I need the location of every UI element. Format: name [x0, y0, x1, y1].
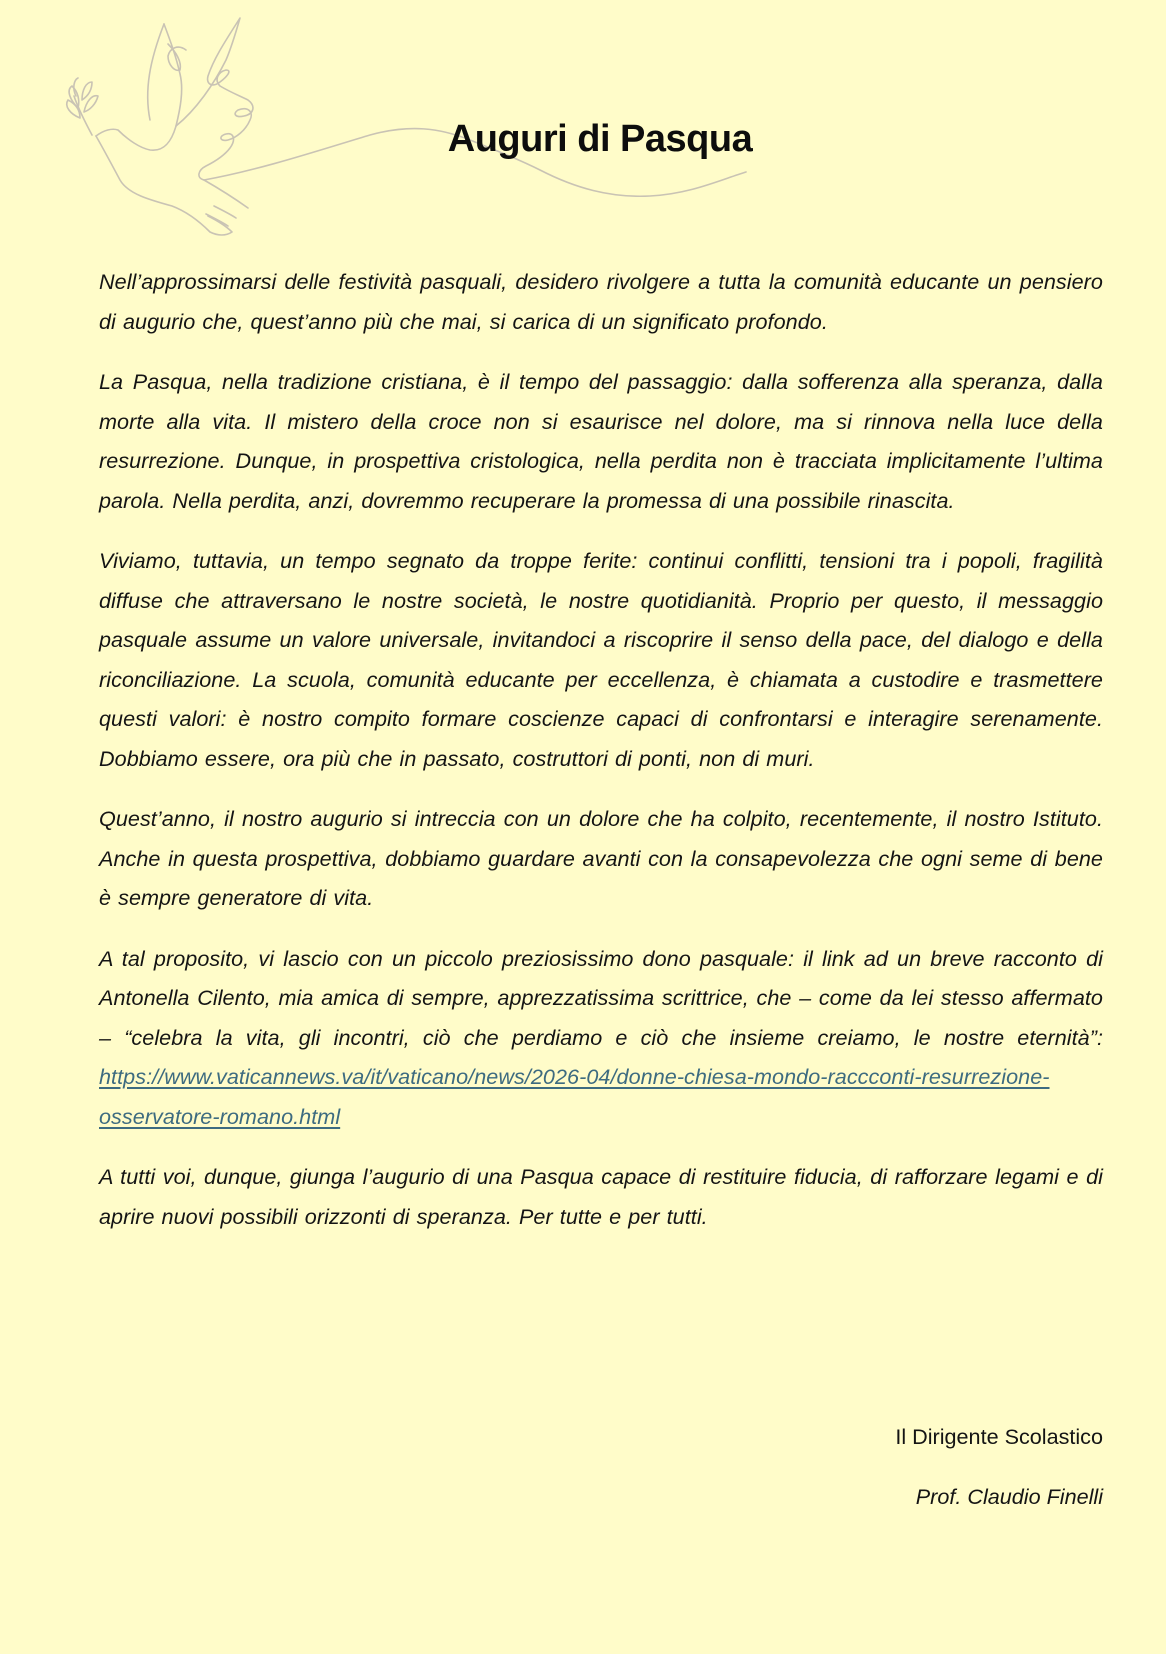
paragraph-gift-text: A tal proposito, vi lascio con un piccolo preziosissimo dono pasquale: il link ad un breve racconto di Antonella Cilento, mia amica di sempre, apprezzatissima scrittrice, che – come da lei stesso affermato – “celebra la vita, gli incontri, ciò che perdiamo e ciò che insieme creiamo, le nostre eternità”:: [99, 945, 1103, 1050]
olive-leaf: [82, 82, 92, 100]
signature-name: Prof. Claudio Finelli: [915, 1484, 1103, 1509]
olive-leaf: [69, 86, 79, 108]
story-link[interactable]: https://www.vaticannews.va/it/vaticano/news/2026-04/donne-chiesa-mondo-raccconti-resurrezione-osservatore-romano.html: [99, 1064, 1050, 1129]
olive-branch-stroke: [74, 96, 92, 135]
paragraph-easter-meaning: La Pasqua, nella tradizione cristiana, è il tempo del passaggio: dalla sofferenza alla speranza, dalla morte alla vita. Il mistero della croce non si esaurisce nel dolore, ma si rinnova nella luce della resurrezione. Dunque, in prospettiva cristologica, nella perdita non è tracciata implicitamente l’ultima parola. Nella perdita, anzi, dovremmo recuperare la promessa di una possibile rinascita.: [99, 369, 1103, 513]
signature-role: Il Dirigente Scolastico: [895, 1424, 1103, 1449]
olive-leaf: [84, 96, 98, 112]
paragraph-wounded-times: Viviamo, tuttavia, un tempo segnato da troppe ferite: continui conflitti, tensioni tra i popoli, fragilità diffuse che attraversano le nostre società, le nostre quotidianità. Proprio per questo, il messaggio pasquale assume un valore universale, invitandoci a riscoprire il senso della pace, del dialogo e della riconciliazione. La scuola, comunità educante per eccellenza, è chiamata a custodire e trasmettere questi valori: è nostro compito formare coscienze capaci di confrontarsi e interagire serenamente. Dobbiamo essere, ora più che in passato, costruttori di ponti, non di muri.: [99, 548, 1103, 771]
olive-leaf: [67, 100, 80, 118]
paragraph-institute-grief: Quest’anno, il nostro augurio si intreccia con un dolore che ha colpito, recentemente, il nostro Istituto. Anche in questa prospettiva, dobbiamo guardare avanti con la consapevolezza che ogni seme di bene è sempre generatore di vita.: [99, 806, 1103, 910]
dove-tail-stroke: [204, 180, 248, 226]
paragraph-closing-wish: A tutti voi, dunque, giunga l’augurio di una Pasqua capace di restituire fiducia, di rafforzare legami e di aprire nuovi possibili orizzonti di speranza. Per tutte e per tutti.: [99, 1164, 1103, 1229]
dove-wing-stroke: [148, 24, 186, 120]
page-title: Auguri di Pasqua: [447, 118, 753, 160]
dove-body-stroke: [96, 24, 182, 150]
paragraph-intro: Nell’approssimarsi delle festività pasquali, desidero rivolgere a tutta la comunità educante un pensiero di augurio che, quest’anno più che mai, si carica di un significato profondo.: [99, 269, 1103, 334]
dove-wing-stroke: [176, 18, 253, 180]
olive-leaf: [74, 78, 78, 96]
paragraph-gift-link: [99, 939, 1103, 1137]
dove-body-stroke: [96, 136, 232, 235]
letter-body: [99, 262, 1103, 1257]
